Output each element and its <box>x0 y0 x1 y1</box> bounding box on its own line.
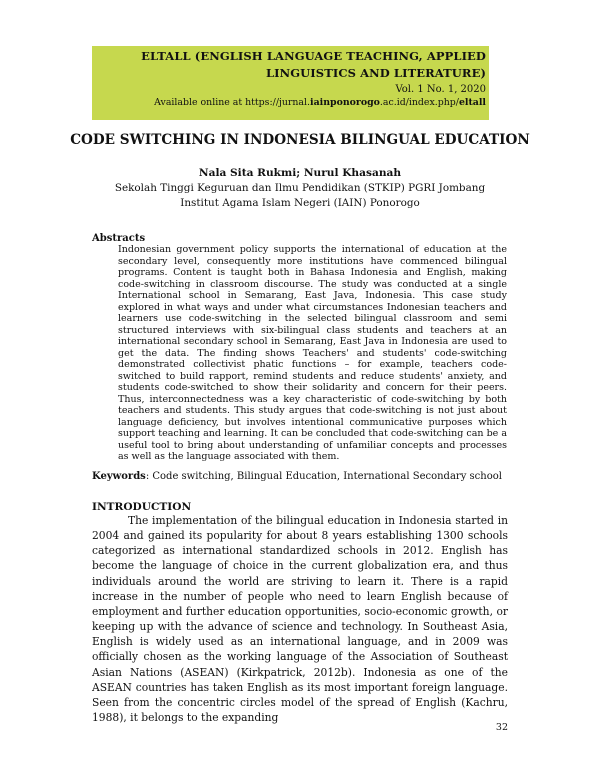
availability-domain: iainponorogo <box>310 97 380 108</box>
availability-journal: eltall <box>458 97 486 108</box>
page-number: 32 <box>495 722 508 733</box>
affiliation-1: Sekolah Tinggi Keguruan dan Ilmu Pendidikan (STKIP) PGRI Jombang <box>114 182 486 194</box>
affiliation-2: Institut Agama Islam Negeri (IAIN) Ponorogo <box>180 197 420 209</box>
introduction-text: The implementation of the bilingual education in Indonesia started in 2004 and gained its popularity for about 8 years establishing 1300 schools categorized as international standardized schools in 2012. English has become the language of choice in the current globalization era, and thus individuals around the world are striving to learn it. There is a rapid increase in the number of people who need to learn English because of employment and further education opportunities, socio-economic growth, or keeping up with the advance of science and technology. In Southeast Asia, English is widely used as an international language, and in 2009 was officially chosen as the working language of the Association of Southeast Asian Nations (ASEAN) (Kirkpatrick, 2012b). Indonesia as one of the ASEAN countries has taken English as its most important foreign language. Seen from the concentric circles model of the spread of English (Kachru, 1988), it belongs to the expanding <box>92 514 508 725</box>
keywords-text: : Code switching, Bilingual Education, International Secondary school <box>145 471 502 482</box>
abstract-heading: Abstracts <box>92 233 146 244</box>
keywords-label: Keywords <box>92 471 146 482</box>
abstract-text: Indonesian government policy supports the international of education at the secondary level, consequently more institutions have commenced bilingual programs. Content is taught both in Bahasa Indonesia and English, making code-switching in classroom discourse. The study was conducted at a single International school in Semarang, East Java, Indonesia. This case study explored in what ways and under what circumstances Indonesian teachers and learners use code-switching in the selected bilingual classroom and semi structured interviews with six-bilingual class students and teachers at an international secondary school in Semarang, East Java in Indonesia are used to get the data. The finding shows Teachers' and students' code-switching demonstrated collectivist phatic functions – for example, teachers code-switched to build rapport, remind students and reduce students' anxiety, and students code-switched to show their solidarity and concern for their peers. Thus, interconnectedness was a key characteristic of code-switching by both teachers and students. This study argues that code-switching is not just about language deficiency, but involves intentional communicative purposes which support teaching and learning. It can be concluded that code-switching can be a useful tool to bring about understanding of unfamiliar concepts and processes as well as the language associated with them. <box>118 244 507 462</box>
journal-volume: Vol. 1 No. 1, 2020 <box>395 84 486 95</box>
keywords <box>92 470 512 484</box>
introduction-heading: INTRODUCTION <box>92 501 192 513</box>
availability-prefix: Available online at https://jurnal. <box>154 97 311 108</box>
paper-title: CODE SWITCHING IN INDONESIA BILINGUAL EDUCATION <box>70 132 530 148</box>
availability-path: .ac.id/index.php/ <box>379 97 459 108</box>
journal-title: ELTALL (ENGLISH LANGUAGE TEACHING, APPLIED LINGUISTICS AND LITERATURE) <box>141 49 486 80</box>
paper-authors: Nala Sita Rukmi; Nurul Khasanah <box>198 167 402 179</box>
journal-availability <box>96 96 486 109</box>
